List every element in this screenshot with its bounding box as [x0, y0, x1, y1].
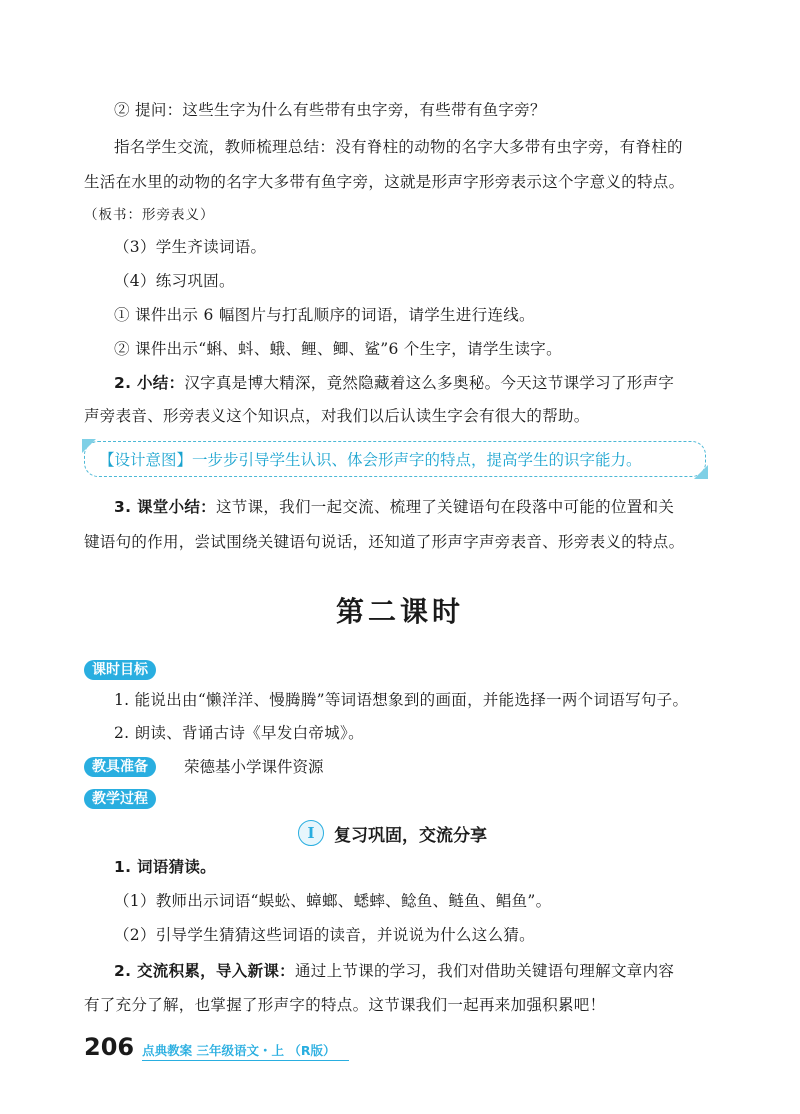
design-intent-box [84, 441, 706, 477]
book-title: 点典教案 三年级语文・上 （R版） [142, 1042, 349, 1061]
text-line: 指名学生交流，教师梳理总结：没有脊柱的动物的名字大多带有虫字旁，有脊柱的 [114, 138, 683, 156]
page-footer [84, 1033, 349, 1063]
text-line: ② 课件出示“蝌、蚪、蛾、鲤、鲫、鲨”6 个生字，请学生读字。 [114, 340, 562, 358]
section-numeral: I [298, 820, 324, 846]
text-line: （2）引导学生猜猜这些词语的读音，并说说为什么这么猜。 [114, 926, 535, 944]
summary-text: 汉字真是博大精深，竟然隐藏着这么多奥秘。今天这节课学习了形声字 [184, 374, 675, 392]
text-line: 生活在水里的动物的名字大多带有鱼字旁，这就是形声字形旁表示这个字意义的特点。 [84, 173, 685, 191]
class-summary-line [114, 497, 724, 517]
text-line: ① 课件出示 6 幅图片与打乱顺序的词语，请学生进行连线。 [114, 306, 535, 324]
text-line: （4）练习巩固。 [114, 272, 235, 290]
text-line: 键语句的作用，尝试围绕关键语句说话，还知道了形声字声旁表音、形旁表义的特点。 [84, 533, 685, 551]
section-heading [298, 820, 487, 846]
exchange-label: 2. 交流积累，导入新课： [114, 962, 295, 980]
board-note: （板书：形旁表义） [84, 207, 215, 223]
exchange-text: 通过上节课的学习，我们对借助关键语句理解文章内容 [294, 962, 675, 980]
materials-text: 荣德基小学课件资源 [184, 758, 324, 776]
section-title: 复习巩固，交流分享 [334, 825, 487, 846]
text-line: 声旁表音、形旁表义这个知识点，对我们以后认读生字会有很大的帮助。 [84, 407, 590, 425]
page-number: 206 [84, 1033, 135, 1061]
step-heading: 1. 词语猜读。 [114, 858, 216, 876]
text-line: （3）学生齐读词语。 [114, 238, 267, 256]
text-line: 有了充分了解，也掌握了形声字的特点。这节课我们一起再来加强积累吧！ [84, 996, 606, 1014]
lesson-title: 第二课时 [335, 595, 464, 628]
materials-tag: 教具准备 [84, 757, 156, 777]
process-tag: 教学过程 [84, 789, 156, 809]
design-intent-text: 【设计意图】一步步引导学生认识、体会形声字的特点，提高学生的识字能力。 [99, 451, 642, 469]
text-line: （1）教师出示词语“蜈蚣、蟑螂、蟋蟀、鲶鱼、鲢鱼、鲳鱼”。 [114, 892, 552, 910]
summary-line [114, 373, 724, 393]
corner-decoration [694, 465, 708, 479]
exchange-line [114, 961, 724, 981]
goals-tag: 课时目标 [84, 660, 156, 680]
goal-item: 2. 朗读、背诵古诗《早发白帝城》。 [114, 724, 364, 742]
class-summary-text: 这节课，我们一起交流、梳理了关键语句在段落中可能的位置和关 [215, 498, 675, 516]
text-line: ② 提问：这些生字为什么有些带有虫字旁，有些带有鱼字旁？ [114, 101, 546, 119]
goal-item: 1. 能说出由“懒洋洋、慢腾腾”等词语想象到的画面，并能选择一两个词语写句子。 [114, 691, 689, 709]
class-summary-label: 3. 课堂小结： [114, 498, 216, 516]
design-intent-label: 【设计意图】 [99, 451, 193, 469]
corner-decoration [82, 439, 96, 453]
summary-label: 2. 小结： [114, 374, 185, 392]
